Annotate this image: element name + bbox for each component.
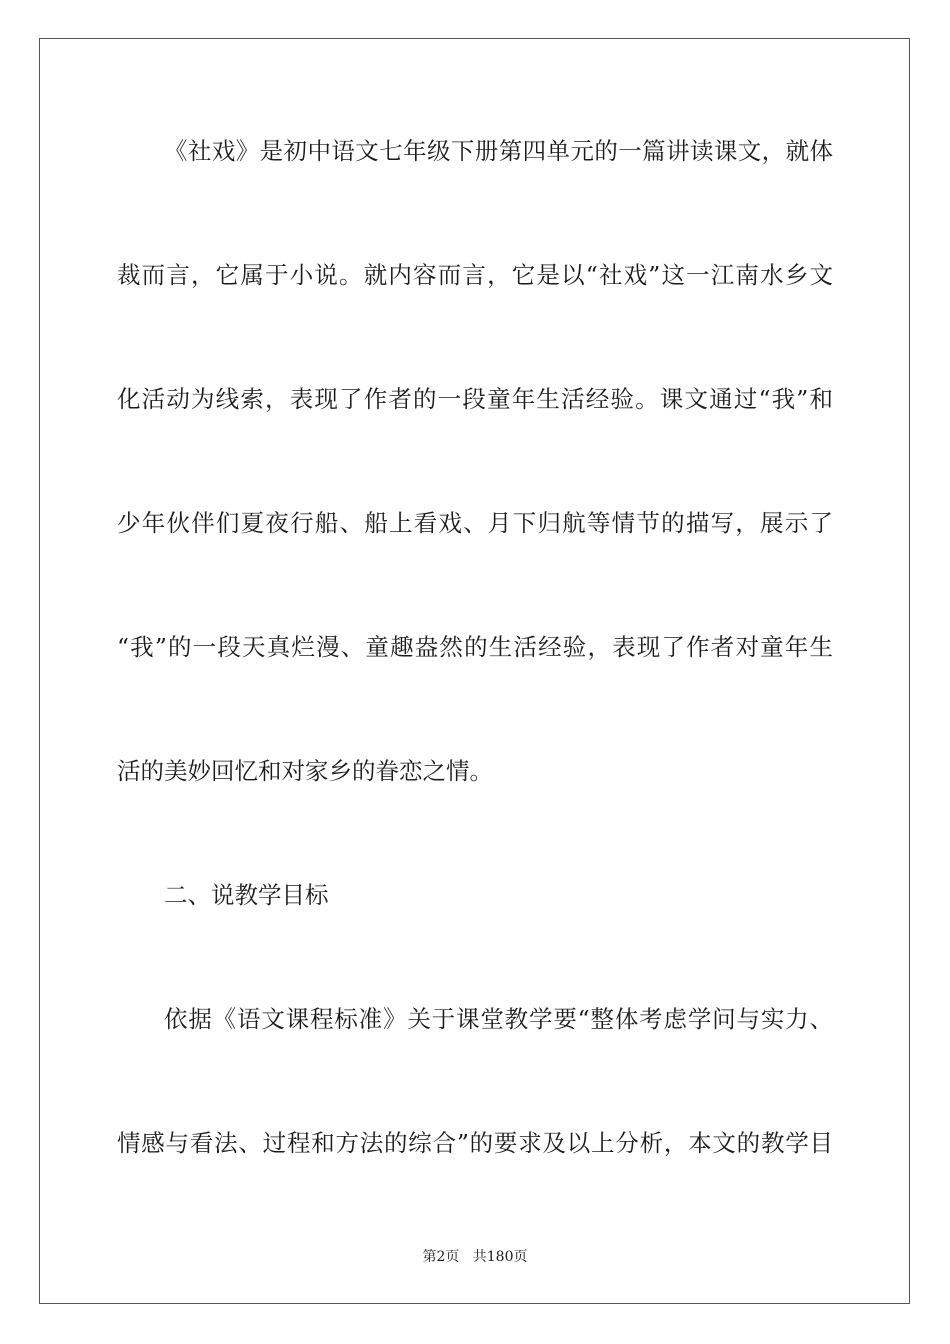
section-heading: 二、说教学目标 [164,881,329,909]
paragraph-line-6: 活的美妙回忆和对家乡的眷恋之情。 [117,757,493,785]
paragraph-line-7: 依据《语文课程标准》关于课堂教学要“整体考虑学问与实力、 [164,1005,833,1033]
paragraph-line-8: 情感与看法、过程和方法的综合”的要求及以上分析，本文的教学目 [117,1129,833,1157]
paragraph-line-5: “我”的一段天真烂漫、童趣盎然的生活经验，表现了作者对童年生 [117,633,833,661]
paragraph-line-3: 化活动为线索，表现了作者的一段童年生活经验。课文通过“我”和 [117,385,833,413]
paragraph-line-1: 《社戏》是初中语文七年级下册第四单元的一篇讲读课文，就体 [164,137,833,165]
paragraph-line-4: 少年伙伴们夏夜行船、船上看戏、月下归航等情节的描写，展示了 [117,509,833,537]
page-number-footer: 第2页 共180页 [422,1249,528,1265]
paragraph-line-2: 裁而言，它属于小说。就内容而言，它是以“社戏”这一江南水乡文 [117,261,833,289]
page-border [39,38,910,1304]
